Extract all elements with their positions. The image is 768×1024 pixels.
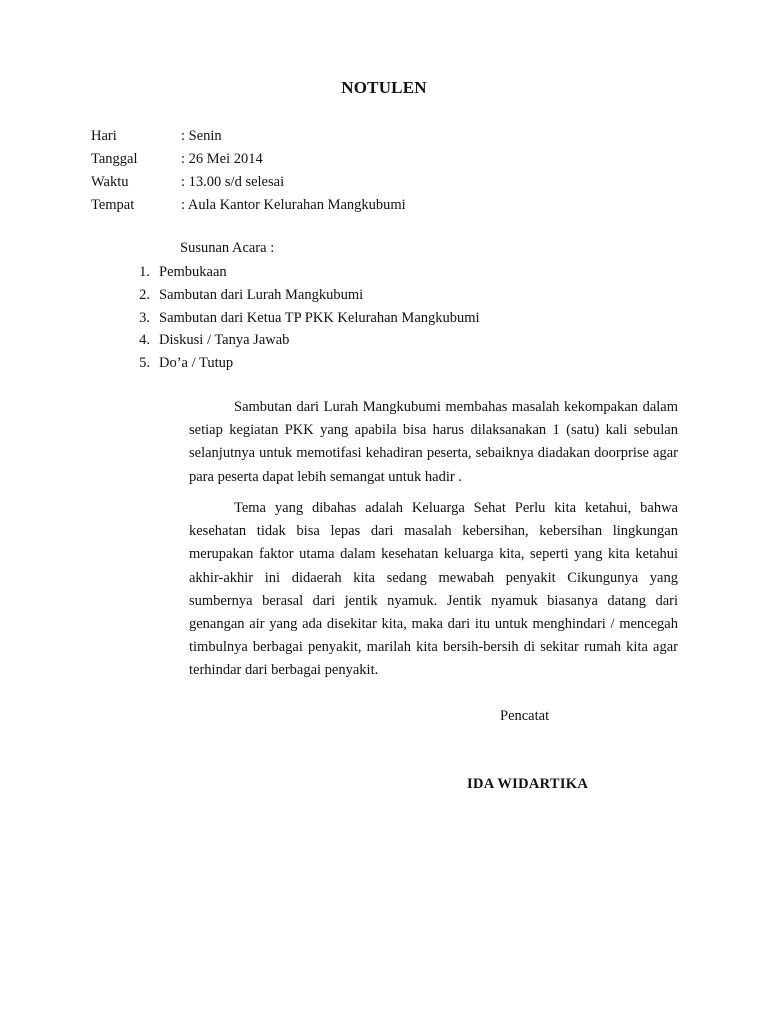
agenda-item-text: Pembukaan — [159, 264, 227, 280]
info-label: Hari — [91, 128, 117, 144]
signature-name: IDA WIDARTIKA — [467, 776, 589, 792]
agenda-item-number: 5. — [139, 355, 150, 371]
info-label: Tanggal — [91, 151, 138, 167]
info-value: : Aula Kantor Kelurahan Mangkubumi — [181, 197, 406, 213]
body-paragraph: Tema yang dibahas adalah Keluarga Sehat Perlu kita ketahui, bahwa kesehatan tidak bisa lepas dari masalah kebersihan, kebersihan lingkungan merupakan faktor utama dalam kesehatan keluarga kita, seperti yang kita ketahui akhir-akhir ini didaerah kita sedang mewabah penyakit Cikungunya yang sumbernya berasal dari jentik nyamuk. Jentik nyamuk biasanya datang dari genangan air yang ada disekitar kita, maka dari itu untuk menghindari / mencegah timbulnya berbagai penyakit, marilah kita bersih-bersih di sekitar rumah kita agar terhindar dari berbagai penyakit. — [189, 500, 678, 679]
info-label: Tempat — [91, 197, 135, 213]
agenda-item-text: Sambutan dari Lurah Mangkubumi — [159, 287, 364, 303]
agenda-item-number: 1. — [139, 264, 150, 280]
info-value: : Senin — [181, 128, 222, 144]
info-value: : 13.00 s/d selesai — [181, 174, 285, 190]
agenda-item-number: 3. — [139, 310, 150, 326]
info-label: Waktu — [91, 174, 129, 190]
agenda-heading: Susunan Acara : — [180, 240, 275, 256]
signature-label: Pencatat — [500, 708, 550, 724]
agenda-item-text: Sambutan dari Ketua TP PKK Kelurahan Mangkubumi — [159, 310, 480, 326]
agenda-item-number: 2. — [139, 287, 150, 303]
info-value: : 26 Mei 2014 — [181, 151, 263, 167]
agenda-item-text: Diskusi / Tanya Jawab — [159, 332, 290, 348]
agenda-item-number: 4. — [139, 332, 150, 348]
body-paragraph: Sambutan dari Lurah Mangkubumi membahas masalah kekompakan dalam setiap kegiatan PKK yang apabila bisa harus dilaksanakan 1 (satu) kali sebulan selanjutnya untuk memotifasi kehadiran peserta, sebaiknya diadakan doorprise agar para peserta dapat lebih semangat untuk hadir . — [189, 399, 678, 485]
agenda-item-text: Do’a / Tutup — [159, 355, 234, 371]
document-title: NOTULEN — [341, 78, 427, 97]
